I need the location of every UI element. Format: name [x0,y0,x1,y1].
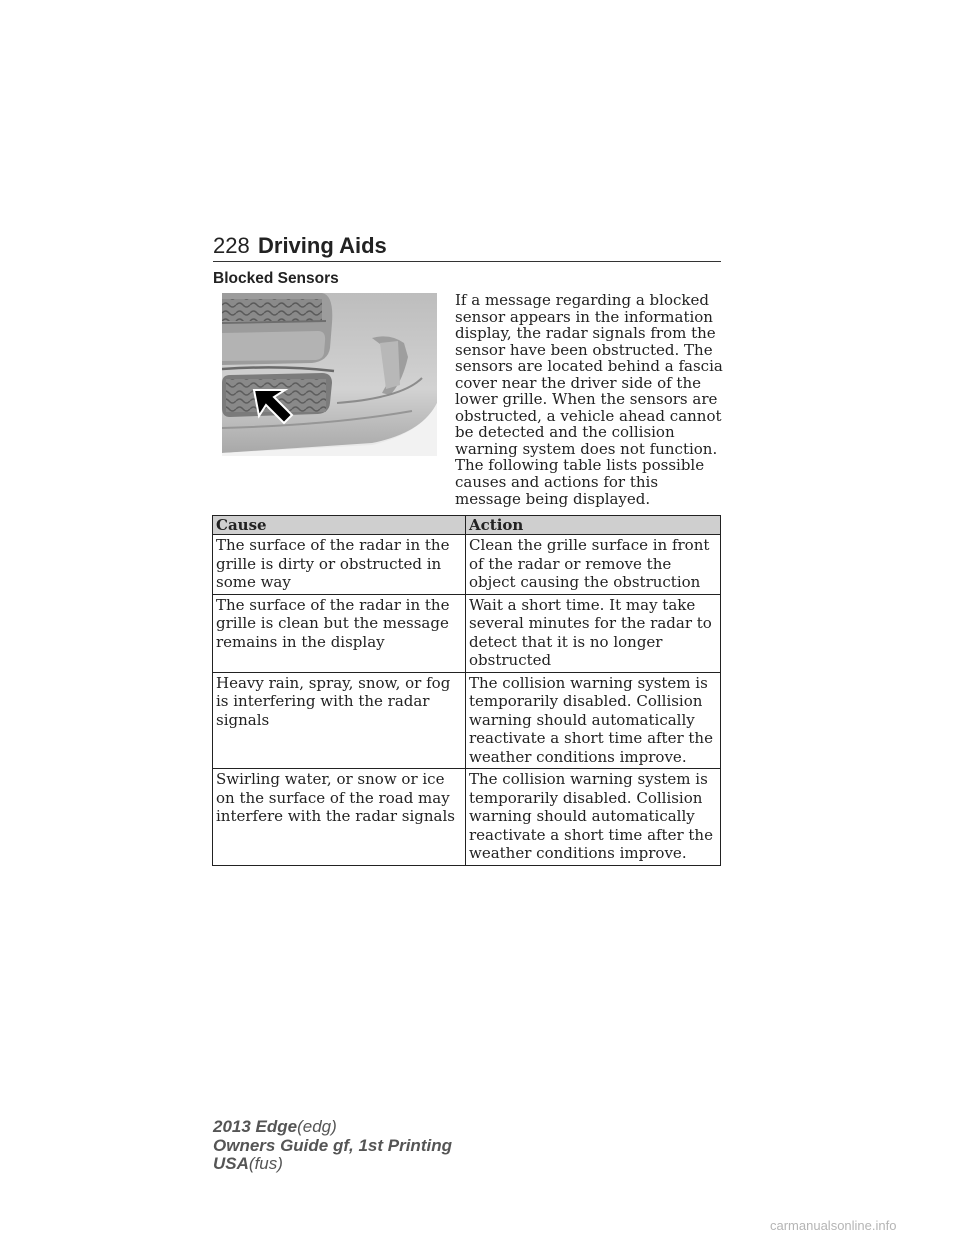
table-header-row [213,516,721,535]
page-footer [213,1118,452,1174]
action-cell: The collision warning system is temporarily disabled. Collision warning should automatically reactivate a short time after the weather conditions improve. [466,672,721,769]
action-cell: Clean the grille surface in front of the radar or remove the object causing the obstruction [466,535,721,595]
cause-cell: The surface of the radar in the grille is clean but the message remains in the display [213,594,466,672]
action-cell: Wait a short time. It may take several minutes for the radar to detect that it is no longer obstructed [466,594,721,672]
action-column-header: Action [466,516,721,535]
table-row [213,535,721,595]
watermark: carmanualsonline.info [770,1218,897,1233]
footer-line-1 [213,1118,452,1137]
cause-cell: Heavy rain, spray, snow, or fog is interfering with the radar signals [213,672,466,769]
table-row [213,594,721,672]
page-number: 228 [213,233,250,258]
grille-sensor-illustration [222,293,437,456]
footer-model: 2013 Edge [213,1117,298,1136]
footer-line-3 [213,1155,452,1174]
cause-cell: Swirling water, or snow or ice on the surface of the road may interfere with the radar signals [213,769,466,866]
grille-illustration [222,293,437,456]
footer-line-2: Owners Guide gf, 1st Printing [213,1135,452,1155]
body-paragraph: If a message regarding a blocked sensor appears in the information display, the radar signals from the sensor have been obstructed. The sensors are located behind a fascia cover near the driver side of the lower grille. When the sensors are obstructed, a vehicle ahead cannot be detected and the collision warning system does not function. The following table lists possible causes and actions for this message being displayed. [455,291,723,508]
cause-cell: The surface of the radar in the grille is dirty or obstructed in some way [213,535,466,595]
footer-market-code: (fus) [248,1154,283,1173]
subsection-title: Blocked Sensors [213,270,339,287]
cause-column-header: Cause [213,516,466,535]
footer-market: USA [213,1154,249,1173]
page-header [213,233,721,262]
action-cell: The collision warning system is temporarily disabled. Collision warning should automatically reactivate a short time after the weather conditions improve. [466,769,721,866]
footer-model-code: (edg) [297,1117,337,1136]
section-title: Driving Aids [258,233,387,258]
cause-action-table [212,515,721,866]
table-row [213,672,721,769]
table-row [213,769,721,866]
